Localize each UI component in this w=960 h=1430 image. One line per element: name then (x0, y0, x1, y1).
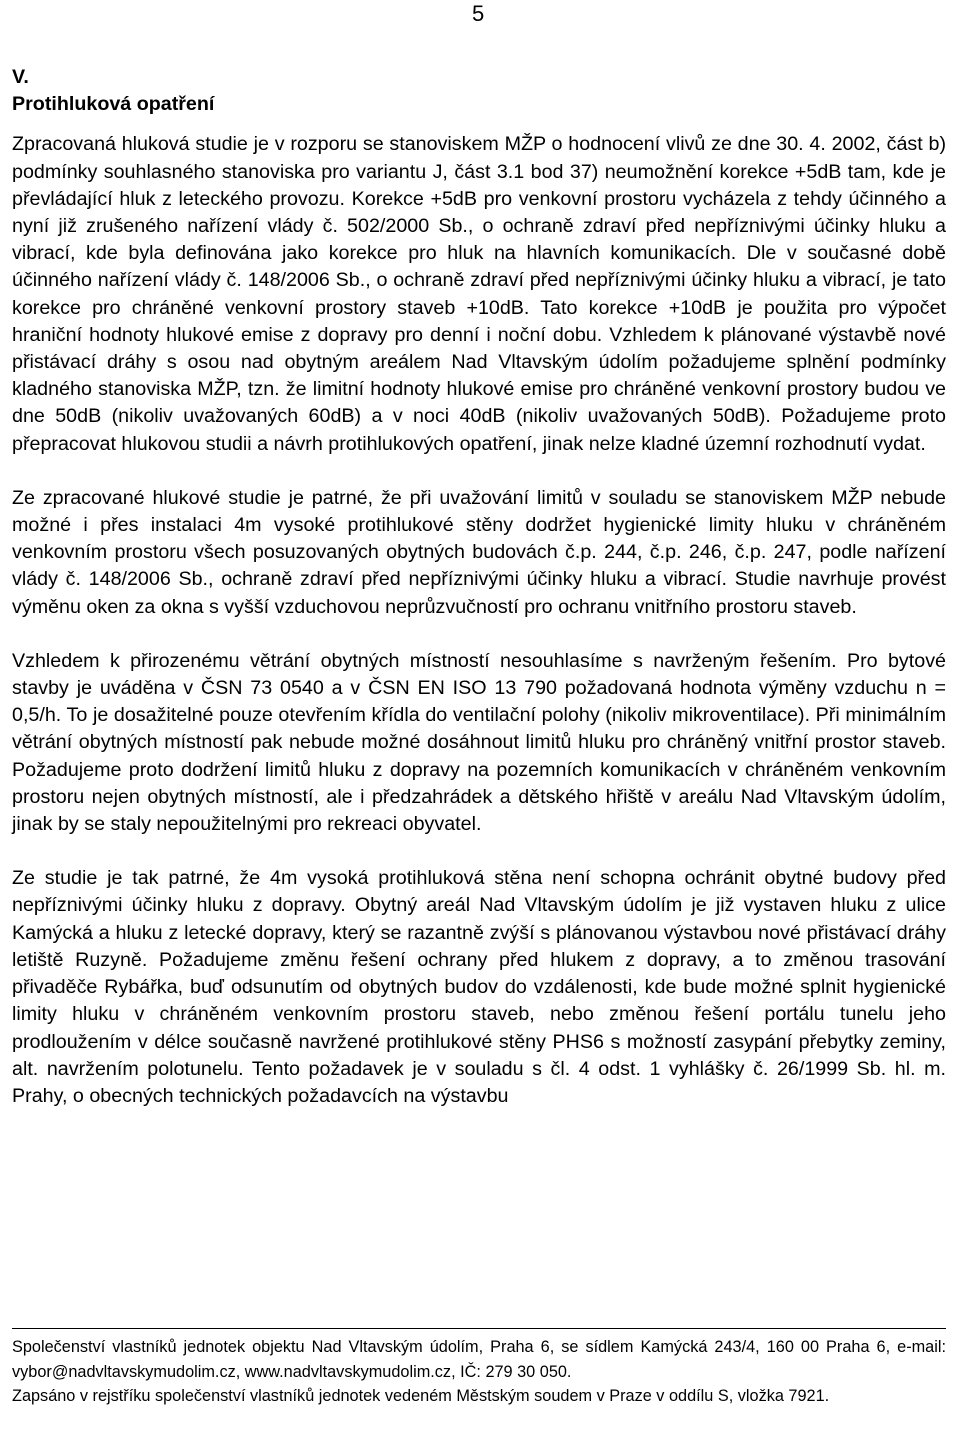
footer-registration: Zapsáno v rejstříku společenství vlastníků jednotek vedeném Městským soudem v Praze v oddílu S, vložka 7921. (12, 1387, 830, 1405)
page-number: 5 (472, 1, 485, 26)
section-number: V. (12, 66, 29, 88)
paragraph-study-findings: Ze zpracované hlukové studie je patrné, že při uvažování limitů v souladu se stanoviskem MŽP nebude možné i přes instalaci 4m vysoké protihlukové stěny dodržet hygienické limity hluku v chráněném venkovním prostoru všech posuzovaných obytných budovách č.p. 244, č.p. 246, č.p. 247, podle nařízení vlády č. 148/2006 Sb., ochraně zdraví před nepříznivými účinky hluku a vibrací. Studie navrhuje provést výměnu oken za okna s vyšší vzduchovou neprůzvučností pro ochranu vnitřního prostoru staveb. (12, 486, 946, 618)
document-body (12, 64, 946, 1137)
paragraph-noise-barrier: Ze studie je tak patrné, že 4m vysoká protihluková stěna není schopna ochránit obytné budovy před nepříznivými účinky hluku z dopravy. Obytný areál Nad Vltavským údolím je již vystaven hluku z ulice Kamýcká a hluku z letecké dopravy, který se razantně zvýší s plánovanou výstavbou nové přistávací dráhy letiště Ruzyně. Požadujeme změnu řešení ochrany před hlukem z dopravy, a to změnou trasování přivaděče Rybářka, buď odsunutím od obytných budov do vzdálenosti, kde bude možné splnit hygienické limity hluku v chráněném venkovním prostoru staveb, nebo změnou řešení portálu tunelu jeho prodloužením v délce současně navržené protihlukové stěny PHS6 s možností zasypání přebytky zeminy, alt. navržením polotunelu. Tento požadavek je v souladu s čl. 4 odst. 1 vyhlášky č. 26/1999 Sb. hl. m. Prahy, o obecných technických požadavcích na výstavbu (12, 867, 946, 1107)
page-footer (12, 1328, 946, 1409)
section-title: Protihluková opatření (12, 93, 215, 116)
paragraph-ventilation: Vzhledem k přirozenému větrání obytných místností nesouhlasíme s navrženým řešením. Pro bytové stavby je uváděna v ČSN 73 0540 a v ČSN EN ISO 13 790 požadovaná hodnota výměny vzduchu n = 0,5/h. To je dosažitelné pouze otevřením křídla do ventilační polohy (nikoliv mikroventilace). Při minimálním větrání obytných místností pak nebude možné dosáhnout limitů hluku pro chráněný vnitřní prostor staveb. Požadujeme proto dodržení limitů hluku z dopravy na pozemních komunikacích v chráněném venkovním prostoru nejen obytných místností, ale i předzahrádek a dětského hřiště v areálu Nad Vltavským údolím, jinak by se staly nepoužitelnými pro rekreaci obyvatel. (12, 649, 946, 836)
footer-address: Společenství vlastníků jednotek objektu Nad Vltavským údolím, Praha 6, se sídlem Kamýcká 243/4, 160 00 Praha 6, e-mail: vybor@nadvltavskymudolim.cz, www.nadvltavskymudolim.cz, IČ: 279 30 050. (12, 1338, 946, 1381)
paragraph-noise-study: Zpracovaná hluková studie je v rozporu se stanoviskem MŽP o hodnocení vlivů ze dne 30. 4. 2002, část b) podmínky souhlasného stanoviska pro variantu J, část 3.1 bod 37) neumožnění korekce +5dB tam, kde je převládající hluk z leteckého provozu. Korekce +5dB pro venkovní prostoru vycházela z tehdy účinného a nyní již zrušeného nařízení vlády č. 502/2000 Sb., o ochraně zdraví před nepříznivými účinky hluku a vibrací, kde byla definována jako korekce pro hluk na hlavních komunikacích. Dle v současné době účinného nařízení vlády č. 148/2006 Sb., o ochraně zdraví před nepříznivými účinky hluku a vibrací, je tato korekce pro chráněné venkovní prostory staveb +10dB. Tato korekce +10dB je použita pro výpočet hraniční hodnoty hlukové emise z dopravy pro denní i noční dobu. Vzhledem k plánované výstavbě nové přistávací dráhy s osou nad obytným areálem Nad Vltavským údolím požadujeme splnění podmínky kladného stanoviska MŽP, tzn. že limitní hodnoty hlukové emise pro chráněné venkovní prostory budou ve dne 50dB (nikoliv uvažovaných 60dB) a v noci 40dB (nikoliv uvažovaných 50dB). Požadujeme proto přepracovat hlukovou studii a návrh protihlukových opatření, jinak nelze kladné územní rozhodnutí vydat. (12, 133, 946, 455)
